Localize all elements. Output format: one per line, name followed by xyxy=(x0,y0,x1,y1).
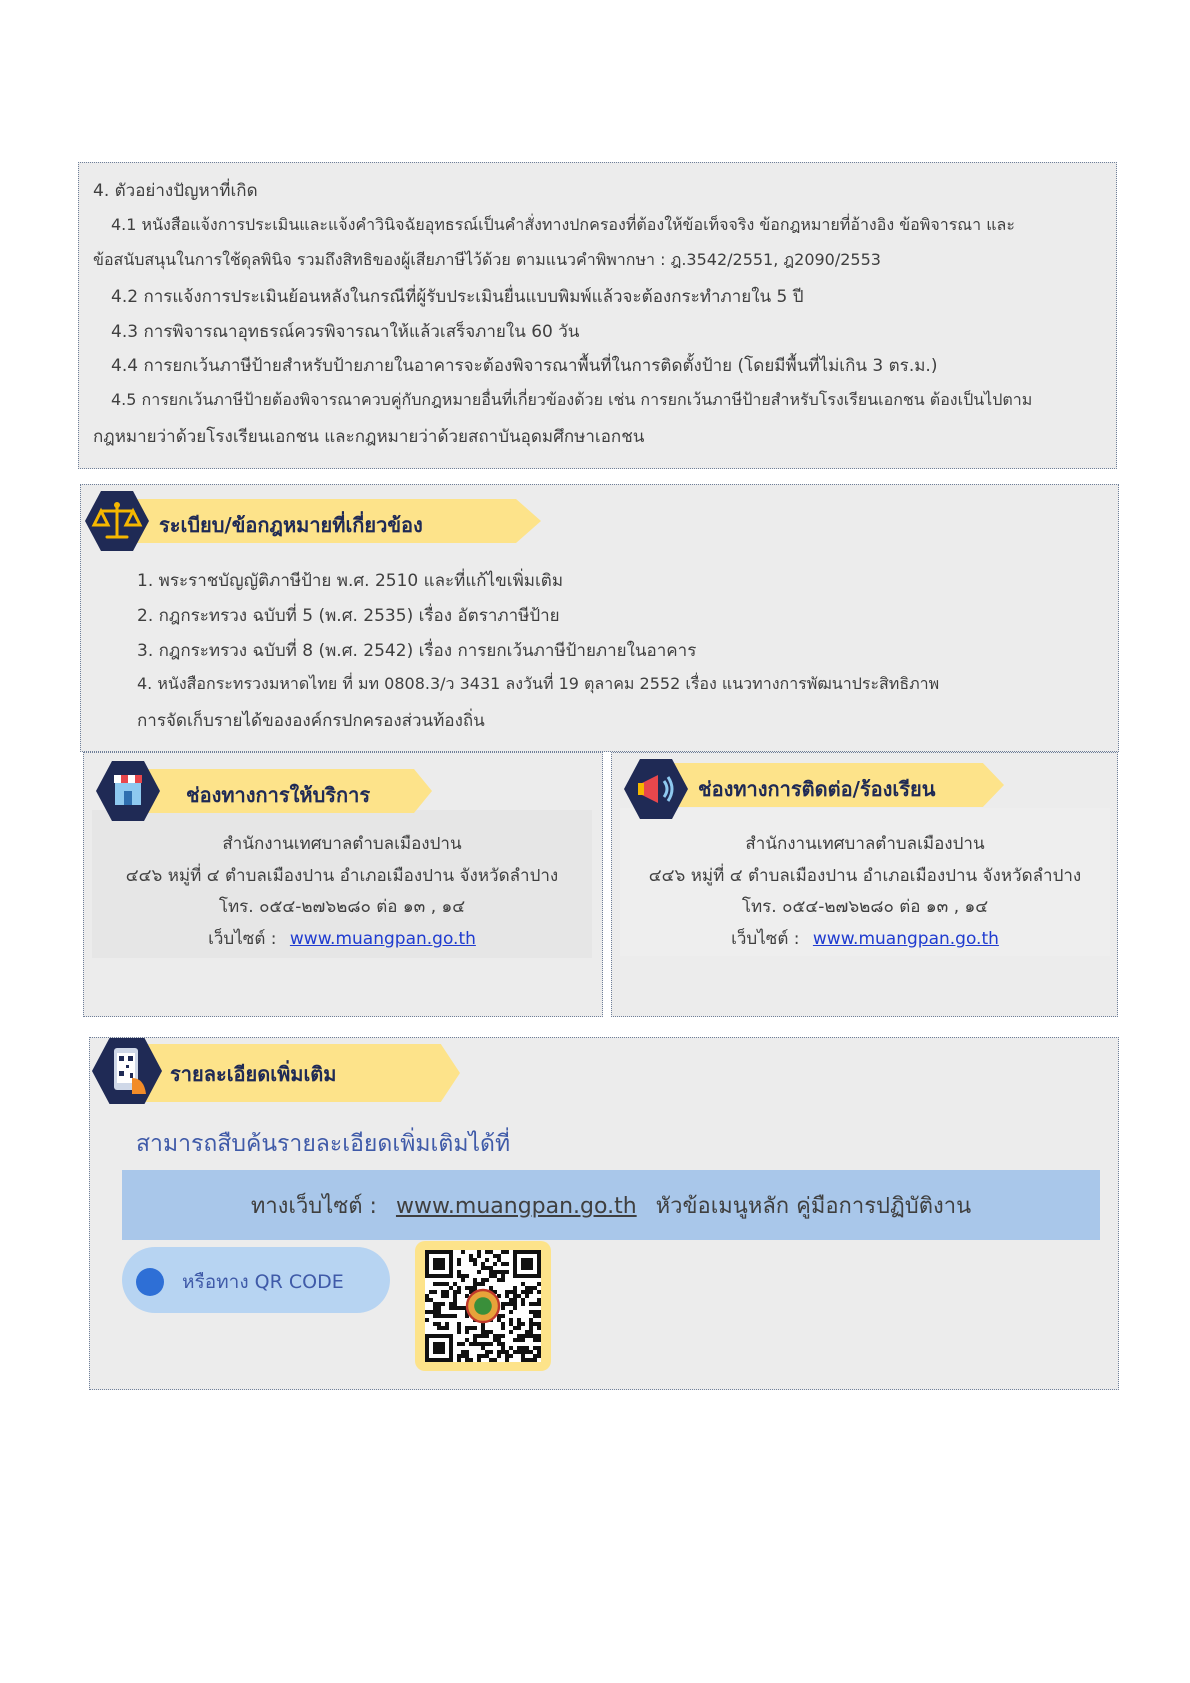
service-office: สำนักงานเทศบาลตำบลเมืองปาน xyxy=(222,834,462,854)
website-bar xyxy=(122,1170,1100,1240)
service-website-row xyxy=(92,925,592,952)
qr-code-frame xyxy=(415,1241,551,1371)
contact-office: สำนักงานเทศบาลตำบลเมืองปาน xyxy=(745,834,985,854)
problem-4-3: 4.3 การพิจารณาอุทธรณ์ควรพิจารณาให้แล้วเสร็จภายใน 60 วัน xyxy=(111,322,580,342)
more-title: รายละเอียดเพิ่มเติม xyxy=(170,1062,337,1086)
problem-4-5-line1: 4.5 การยกเว้นภาษีป้ายต้องพิจารณาควบคู่กับกฎหมายอื่นที่เกี่ยวข้องด้วย เช่น การยกเว้นภาษีป้ายสำหรับโรงเรียนเอกชน ต้องเป็นไปตาม xyxy=(111,390,1033,409)
more-box xyxy=(89,1037,1119,1390)
problem-4-1-line2: ข้อสนับสนุนในการใช้ดุลพินิจ รวมถึงสิทธิของผู้เสียภาษีไว้ด้วย ตามแนวคำพิพากษา : ฎ.3542/2551, ฎ2090/2553 xyxy=(93,250,881,269)
website-bar-link[interactable]: www.muangpan.go.th xyxy=(395,1194,637,1219)
contact-website-link[interactable]: www.muangpan.go.th xyxy=(812,929,999,949)
service-website-link[interactable]: www.muangpan.go.th xyxy=(289,929,476,949)
regulation-item-4-line1: 4. หนังสือกระทรวงมหาดไทย ที่ มท 0808.3/ว 3431 ลงวันที่ 19 ตุลาคม 2552 เรื่อง แนวทางการพัฒนาประสิทธิภาพ xyxy=(137,674,940,693)
more-subtitle: สามารถสืบค้นรายละเอียดเพิ่มเติมได้ที่ xyxy=(136,1131,511,1157)
regulations-box xyxy=(80,484,1119,752)
problem-4-1-line1: 4.1 หนังสือแจ้งการประเมินและแจ้งคำวินิจฉัยอุทธรณ์เป็นคำสั่งทางปกครองที่ต้องให้ข้อเท็จจริง ข้อกฎหมายที่อ้างอิง ข้อพิจารณา และ xyxy=(111,215,1015,234)
website-bar-row xyxy=(122,1188,1100,1223)
contact-phone: โทร. ๐๕๔-๒๗๖๒๘๐ ต่อ ๑๓ , ๑๔ xyxy=(741,897,989,917)
contact-website-row xyxy=(620,925,1110,952)
service-website-label: เว็บไซต์ : xyxy=(208,929,277,949)
regulation-item-4-line2: การจัดเก็บรายได้ขององค์กรปกครองส่วนท้องถิ่น xyxy=(137,711,485,731)
contact-box xyxy=(611,752,1118,1017)
contact-info-panel xyxy=(620,808,1110,956)
regulation-item-3: 3. กฎกระทรวง ฉบับที่ 8 (พ.ศ. 2542) เรื่อง การยกเว้นภาษีป้ายภายในอาคาร xyxy=(137,641,697,661)
qr-code[interactable] xyxy=(425,1250,541,1362)
contact-title: ช่องทางการติดต่อ/ร้องเรียน xyxy=(698,777,936,801)
service-box xyxy=(83,752,603,1017)
problems-box xyxy=(78,162,1117,469)
qr-label: หรือทาง QR CODE xyxy=(182,1271,344,1293)
service-phone: โทร. ๐๕๔-๒๗๖๒๘๐ ต่อ ๑๓ , ๑๔ xyxy=(218,897,466,917)
contact-website-label: เว็บไซต์ : xyxy=(731,929,800,949)
contact-address: ๔๔๖ หมู่ที่ ๔ ตำบลเมืองปาน อำเภอเมืองปาน จังหวัดลำปาง xyxy=(648,866,1082,886)
website-bar-suffix: หัวข้อเมนูหลัก คู่มือการปฏิบัติงาน xyxy=(655,1194,972,1219)
service-info-panel xyxy=(92,810,592,958)
website-bar-prefix: ทางเว็บไซต์ : xyxy=(250,1194,377,1219)
problem-4-4: 4.4 การยกเว้นภาษีป้ายสำหรับป้ายภายในอาคารจะต้องพิจารณาพื้นที่ในการติดตั้งป้าย (โดยมีพื้นที่ไม่เกิน 3 ตร.ม.) xyxy=(111,356,938,376)
service-title: ช่องทางการให้บริการ xyxy=(186,783,371,807)
problems-heading: 4. ตัวอย่างปัญหาที่เกิด xyxy=(93,181,258,201)
regulation-item-2: 2. กฎกระทรวง ฉบับที่ 5 (พ.ศ. 2535) เรื่อง อัตราภาษีป้าย xyxy=(137,606,560,626)
qr-bullet-dot xyxy=(136,1268,164,1296)
qr-label-pill xyxy=(122,1247,390,1313)
problem-4-2: 4.2 การแจ้งการประเมินย้อนหลังในกรณีที่ผู้รับประเมินยื่นแบบพิมพ์แล้วจะต้องกระทำภายใน 5 ปี xyxy=(111,287,804,307)
regulations-title: ระเบียบ/ข้อกฎหมายที่เกี่ยวข้อง xyxy=(159,513,423,537)
problem-4-5-line2: กฎหมายว่าด้วยโรงเรียนเอกชน และกฎหมายว่าด้วยสถาบันอุดมศึกษาเอกชน xyxy=(93,427,645,447)
service-address: ๔๔๖ หมู่ที่ ๔ ตำบลเมืองปาน อำเภอเมืองปาน จังหวัดลำปาง xyxy=(125,866,559,886)
regulation-item-1: 1. พระราชบัญญัติภาษีป้าย พ.ศ. 2510 และที่แก้ไขเพิ่มเติม xyxy=(137,571,564,591)
